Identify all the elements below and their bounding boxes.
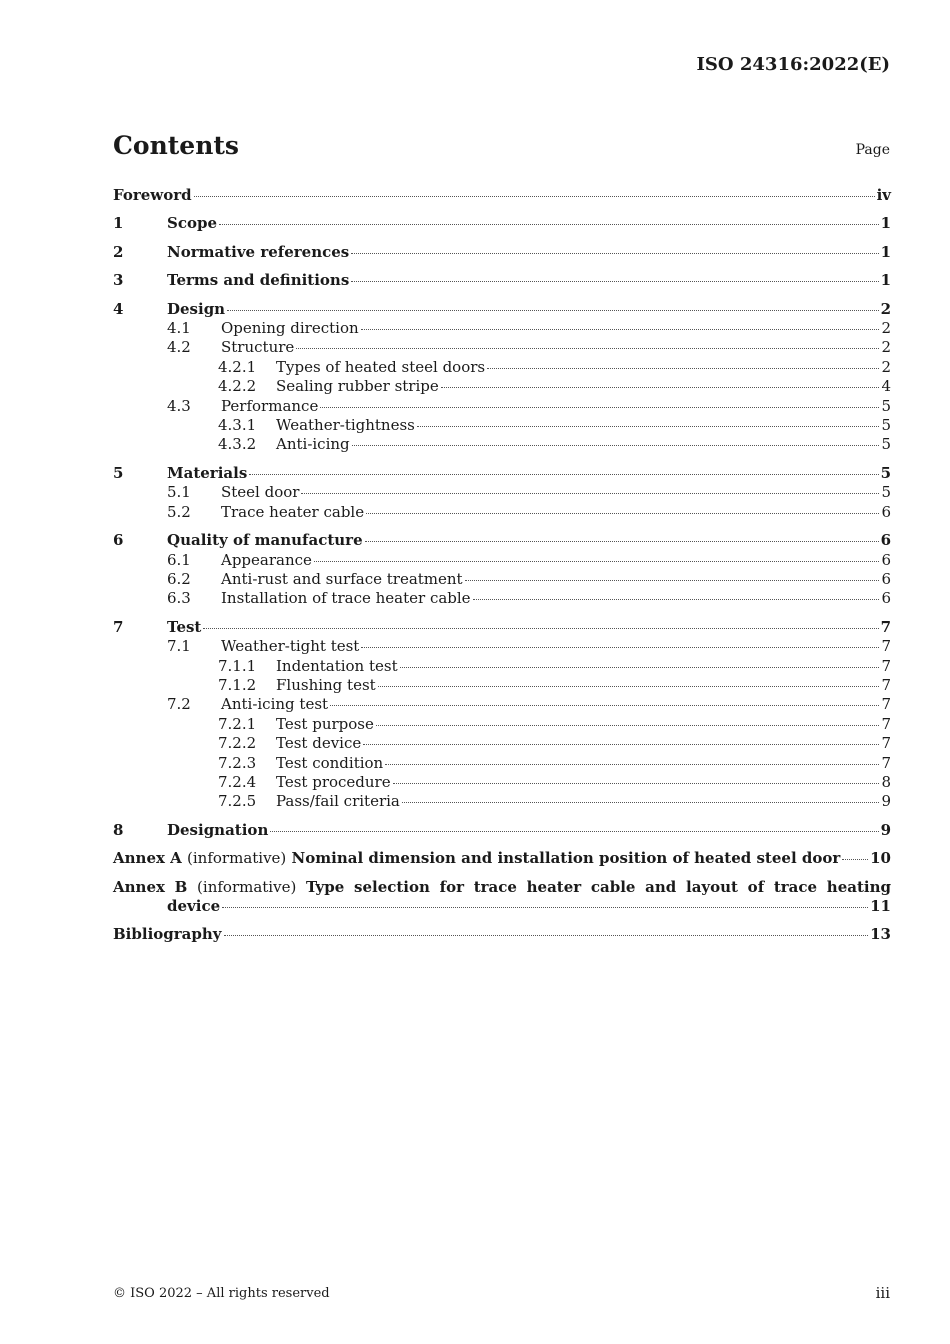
dot-leader (473, 599, 880, 600)
toc-entry-page: 5 (881, 435, 891, 454)
toc-entry-title: Test purpose (276, 714, 374, 733)
toc-entry-title: Test device (276, 734, 362, 753)
toc-entry-number: 7 (113, 617, 124, 636)
annex-b-line-1 (113, 878, 891, 897)
dot-leader (194, 196, 875, 197)
dot-leader (393, 783, 880, 784)
toc-entry-page: 7 (881, 734, 891, 753)
toc-entry[interactable] (113, 300, 891, 319)
toc-entry-page: 4 (881, 377, 891, 396)
toc-entry-title: Appearance (221, 550, 312, 569)
dot-leader (296, 348, 879, 349)
toc-entry-page: 11 (870, 897, 891, 915)
toc-entry-page: 10 (870, 849, 891, 868)
toc-entry-title: Anti-icing test (221, 695, 329, 714)
toc-entry-number: 4.2.1 (218, 357, 257, 376)
toc-entry-title: Bibliography (113, 925, 222, 944)
toc-entry-bibliography[interactable] (113, 925, 891, 944)
toc-entry[interactable] (113, 435, 891, 454)
toc-entry-title: Design (167, 299, 226, 318)
dot-leader (249, 474, 878, 475)
toc-entry-number: 1 (113, 214, 124, 233)
toc-entry-page: 2 (880, 299, 891, 318)
toc-entry[interactable] (113, 676, 891, 695)
toc-entry-number: 6.2 (167, 569, 191, 588)
dot-leader (365, 541, 879, 542)
toc-entry-page: 7 (881, 675, 891, 694)
standard-identifier: ISO 24316:2022(E) (696, 54, 890, 75)
toc-entry-page: 1 (880, 214, 891, 233)
toc-entry-page: 2 (881, 357, 891, 376)
toc-entry-page: 1 (880, 242, 891, 261)
toc-entry[interactable] (113, 792, 891, 811)
toc-entry[interactable] (113, 531, 891, 550)
toc-entry[interactable] (113, 319, 891, 338)
toc-entry-title: Weather-tightness (276, 416, 415, 435)
toc-entry-page: 6 (881, 550, 891, 569)
toc-entry-page: 7 (881, 637, 891, 656)
dot-leader (320, 407, 879, 408)
toc-entry-title: Test condition (276, 753, 384, 772)
dot-leader (363, 744, 879, 745)
toc-entry-title: Types of heated steel doors (276, 357, 486, 376)
toc-entry[interactable] (113, 377, 891, 396)
toc-entry-foreword[interactable] (113, 186, 891, 205)
toc-entry[interactable] (113, 754, 891, 773)
toc-entry-number: 6.1 (167, 550, 191, 569)
dot-leader (465, 580, 880, 581)
toc-entry-title: Performance (221, 396, 319, 415)
toc-entry-page: 7 (881, 695, 891, 714)
dot-leader (224, 935, 869, 936)
dot-leader (351, 253, 878, 254)
page-column-label: Page (855, 142, 890, 158)
toc-entry-title: Normative references (167, 242, 350, 261)
dot-leader (361, 647, 879, 648)
toc-entry-title: Terms and definitions (167, 271, 350, 290)
annex-type: (informative) (197, 877, 297, 896)
toc-entry-number: 7.2.4 (218, 772, 257, 791)
toc-entry-page: iv (876, 186, 891, 204)
toc-entry-number: 7.2.2 (218, 734, 257, 753)
toc-entry[interactable] (113, 821, 891, 840)
toc-entry-title: Foreword (113, 186, 192, 204)
dot-leader (227, 310, 878, 311)
toc-entry-title: Test (167, 617, 202, 636)
toc-entry-number: 7.1 (167, 637, 191, 656)
toc-entry-number: 5.2 (167, 502, 191, 521)
toc-entry-number: 7.2.5 (218, 792, 257, 811)
toc-entry-number: 8 (113, 820, 124, 839)
toc-entry-page: 9 (881, 792, 891, 811)
toc-entry[interactable] (113, 589, 891, 608)
toc-entry[interactable] (113, 551, 891, 570)
toc-entry-title: Structure (221, 338, 295, 357)
toc-entry-page: 2 (881, 338, 891, 357)
toc-entry-page: 1 (880, 271, 891, 290)
toc-entry[interactable] (113, 618, 891, 637)
toc-entry[interactable] (113, 358, 891, 377)
toc-entry-title: Quality of manufacture (167, 531, 363, 550)
toc-entry-number: 7.2.3 (218, 753, 257, 772)
toc-entry[interactable] (113, 464, 891, 483)
toc-entry[interactable] (113, 271, 891, 290)
annex-title: Type selection for trace heater cable and layout of trace heating (306, 877, 891, 896)
annex-title: Nominal dimension and installation position of heated steel door (291, 849, 841, 868)
dot-leader (376, 725, 880, 726)
toc-entry[interactable] (113, 214, 891, 233)
dot-leader (203, 628, 878, 629)
toc-entry[interactable] (113, 715, 891, 734)
dot-leader (366, 513, 879, 514)
dot-leader (351, 281, 878, 282)
toc-entry-title: Flushing test (276, 675, 376, 694)
toc-entry[interactable] (113, 397, 891, 416)
toc-entry-page: 6 (881, 569, 891, 588)
table-of-contents (113, 186, 891, 945)
toc-entry-title: Steel door (221, 483, 300, 502)
toc-entry-title: Indentation test (276, 656, 398, 675)
toc-entry-number: 4 (113, 299, 124, 318)
toc-entry-number: 7.2.1 (218, 714, 257, 733)
toc-entry-number: 4.3.1 (218, 416, 257, 435)
toc-entry-title: Anti-rust and surface treatment (221, 569, 463, 588)
toc-entry-page: 7 (881, 714, 891, 733)
toc-entry-page: 7 (881, 753, 891, 772)
toc-entry-number: 4.3 (167, 396, 191, 415)
toc-entry-page: 9 (880, 820, 891, 839)
toc-entry-title: Pass/fail criteria (276, 792, 400, 811)
toc-entry[interactable] (113, 773, 891, 792)
copyright-notice: © ISO 2022 – All rights reserved (113, 1286, 330, 1301)
annex-b-line-2 (113, 897, 891, 916)
toc-entry-page: 5 (881, 396, 891, 415)
dot-leader (842, 859, 868, 860)
dot-leader (441, 387, 880, 388)
toc-entry-page: 7 (881, 656, 891, 675)
toc-entry[interactable] (113, 416, 891, 435)
toc-entry[interactable] (113, 483, 891, 502)
toc-entry-title: Installation of trace heater cable (221, 589, 471, 608)
toc-entry-title: Anti-icing (276, 435, 350, 454)
toc-entry-number: 5.1 (167, 483, 191, 502)
toc-entry[interactable] (113, 243, 891, 262)
toc-entry-page: 5 (880, 463, 891, 482)
annex-title-continued: device (167, 897, 221, 915)
page-title: Contents (113, 131, 240, 160)
toc-entry-page: 8 (881, 772, 891, 791)
toc-entry-title (113, 849, 840, 868)
annex-label: Annex A (113, 849, 182, 868)
toc-entry[interactable] (113, 695, 891, 714)
toc-entry[interactable] (113, 657, 891, 676)
toc-entry-page: 6 (881, 589, 891, 608)
dot-leader (417, 426, 880, 427)
dot-leader (385, 764, 879, 765)
toc-entry-page: 7 (880, 617, 891, 636)
toc-entry-number: 4.2.2 (218, 377, 257, 396)
toc-entry-number: 5 (113, 463, 124, 482)
dot-leader (361, 329, 880, 330)
toc-entry-annex-a[interactable] (113, 849, 891, 868)
annex-label: Annex B (113, 877, 188, 896)
annex-type: (informative) (187, 849, 287, 868)
toc-entry-number: 6.3 (167, 589, 191, 608)
dot-leader (222, 907, 868, 908)
toc-entry-page: 6 (881, 502, 891, 521)
toc-entry-page: 13 (870, 925, 891, 944)
toc-entry-number: 4.1 (167, 319, 191, 338)
toc-entry-title: Test procedure (276, 772, 391, 791)
toc-entry-title: Sealing rubber stripe (276, 377, 439, 396)
toc-entry[interactable] (113, 503, 891, 522)
toc-entry-page: 6 (880, 531, 891, 550)
dot-leader (487, 368, 879, 369)
dot-leader (402, 802, 880, 803)
toc-entry-title: Opening direction (221, 319, 359, 338)
toc-entry-number: 7.2 (167, 695, 191, 714)
toc-entry-page: 5 (881, 416, 891, 435)
toc-entry[interactable] (113, 637, 891, 656)
toc-entry-page: 2 (881, 319, 891, 338)
toc-entry-number: 4.2 (167, 338, 191, 357)
toc-entry-title: Scope (167, 214, 218, 233)
dot-leader (219, 224, 879, 225)
toc-entry-annex-b[interactable] (113, 878, 891, 917)
toc-entry[interactable] (113, 338, 891, 357)
toc-entry-title: Designation (167, 820, 269, 839)
dot-leader (301, 493, 879, 494)
dot-leader (378, 686, 880, 687)
dot-leader (400, 667, 880, 668)
dot-leader (314, 561, 880, 562)
toc-entry-title: Materials (167, 463, 248, 482)
toc-entry-number: 6 (113, 531, 124, 550)
page-number: iii (875, 1284, 890, 1302)
dot-leader (270, 831, 878, 832)
toc-entry-title: Weather-tight test (221, 637, 360, 656)
toc-entry[interactable] (113, 734, 891, 753)
toc-entry-number: 3 (113, 271, 124, 290)
toc-entry-number: 4.3.2 (218, 435, 257, 454)
toc-entry[interactable] (113, 570, 891, 589)
toc-entry-number: 2 (113, 242, 124, 261)
dot-leader (330, 705, 879, 706)
dot-leader (352, 445, 880, 446)
toc-entry-number: 7.1.1 (218, 656, 257, 675)
toc-entry-number: 7.1.2 (218, 675, 257, 694)
toc-entry-page: 5 (881, 483, 891, 502)
toc-entry-title: Trace heater cable (221, 502, 365, 521)
